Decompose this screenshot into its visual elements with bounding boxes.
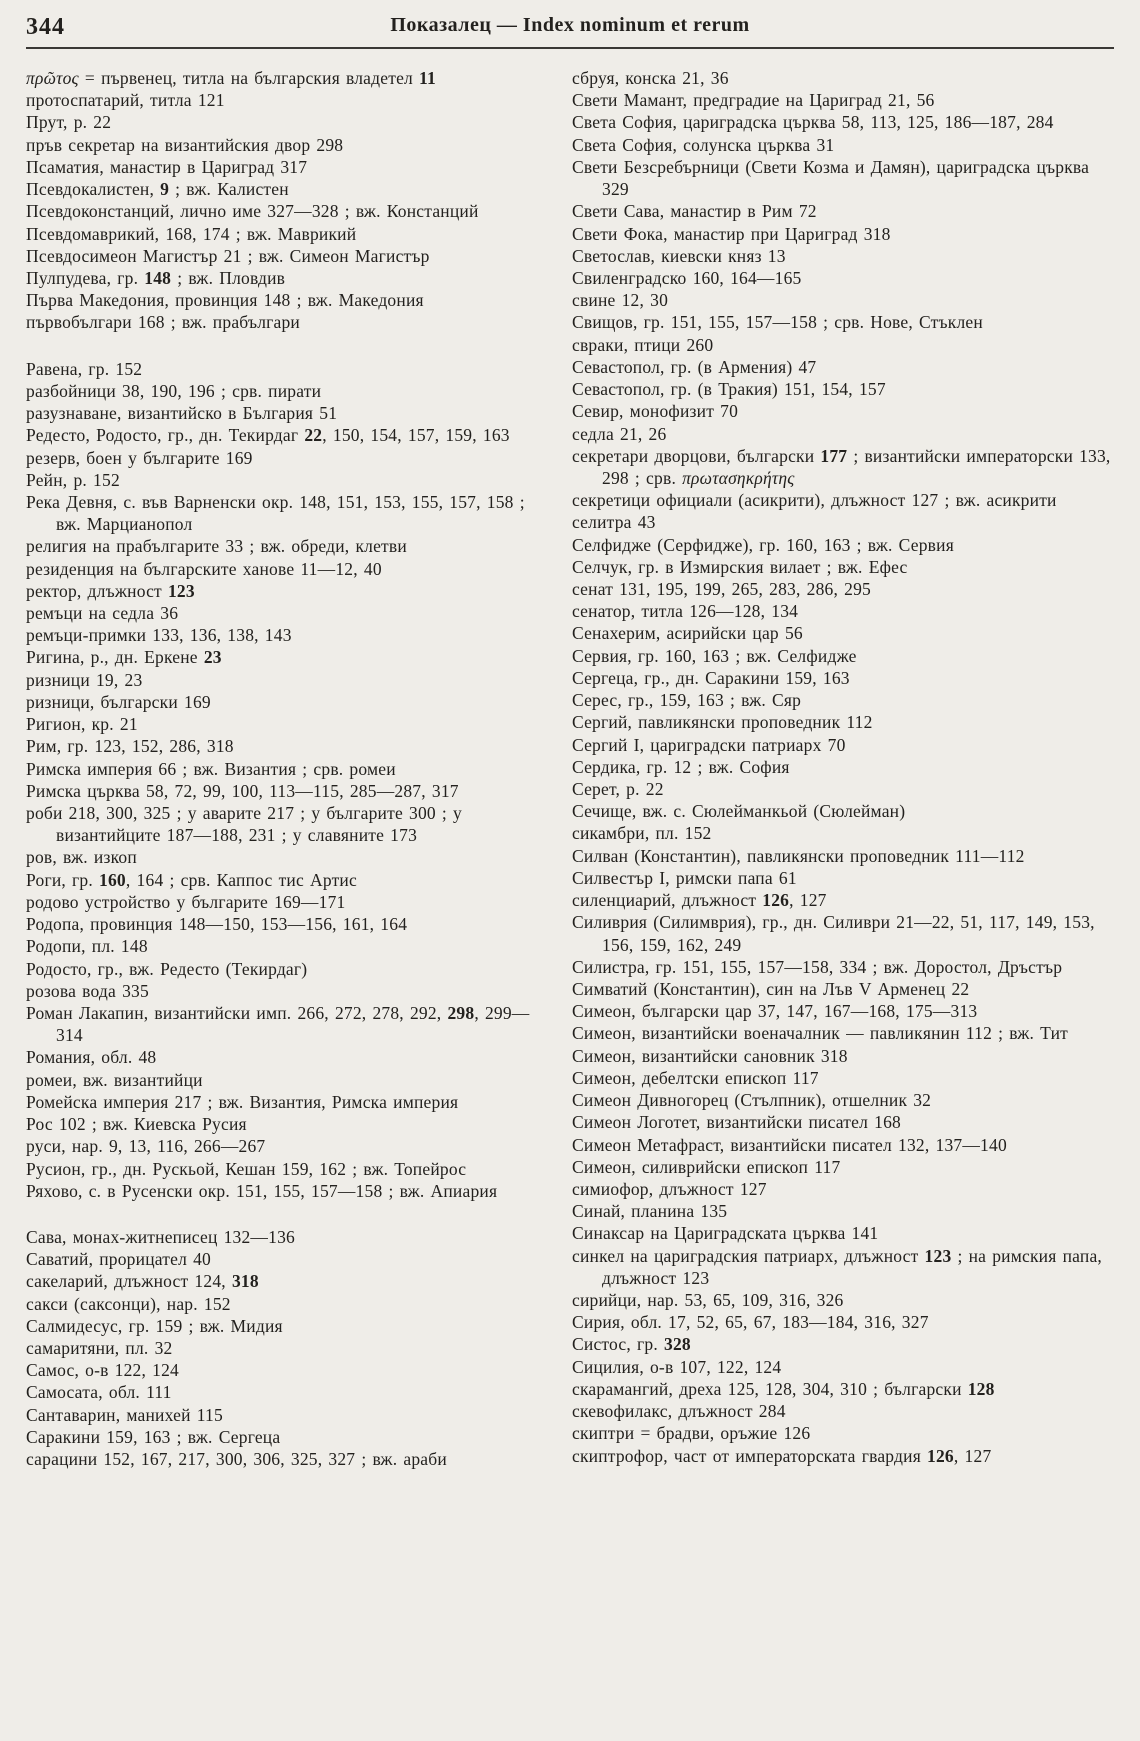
index-entry: сикамбри, пл. 152: [572, 823, 712, 844]
index-entry: Рос 102 ; вж. Киевска Русия: [26, 1114, 247, 1135]
index-entry: селитра 43: [572, 512, 656, 533]
index-entry: Свети Фока, манастир при Цариград 318: [572, 223, 891, 244]
index-entry: Река Девня, с. във Варненски окр. 148, 151, 153, 155, 157, 158 ; вж. Марцианопол: [26, 491, 525, 535]
index-entry: Псевдоконстанций, лично име 327—328 ; вж. Констанций: [26, 201, 479, 222]
index-entry: ров, вж. изкоп: [26, 847, 137, 868]
index-entry: свраки, птици 260: [572, 334, 714, 355]
index-entry: Свети Сава, манастир в Рим 72: [572, 201, 817, 222]
index-entry: Сицилия, о-в 107, 122, 124: [572, 1356, 782, 1377]
index-entry: розова вода 335: [26, 980, 149, 1001]
index-entry: Симеон, византийски военачалник — павликянин 112 ; вж. Тит: [572, 1023, 1069, 1044]
index-entry: Симеон Дивногорец (Стълпник), отшелник 32: [572, 1090, 932, 1111]
index-entry: Систос, гр. 328: [572, 1334, 691, 1355]
index-entry: Севастопол, гр. (в Армения) 47: [572, 356, 817, 377]
index-group: [26, 358, 546, 1202]
index-entry: Свети Безсребърници (Свети Козма и Дамян), цариградска църква 329: [572, 156, 1090, 200]
index-entry: Симеон Метафраст, византийски писател 132, 137—140: [572, 1134, 1007, 1155]
index-entry: Селфидже (Серфидже), гр. 160, 163 ; вж. Сервия: [572, 534, 954, 555]
index-entry: сенат 131, 195, 199, 265, 283, 286, 295: [572, 579, 872, 600]
index-entry: протоспатарий, титла 121: [26, 90, 225, 111]
page-number: 344: [26, 14, 65, 40]
index-entry: Ригион, кр. 21: [26, 714, 138, 735]
index-entry: самаритяни, пл. 32: [26, 1338, 173, 1359]
index-entry: секретици официали (асикрити), длъжност 127 ; вж. асикрити: [572, 490, 1057, 511]
index-entry: пръв секретар на византийския двор 298: [26, 134, 344, 155]
index-entry: религия на прабългарите 33 ; вж. обреди, клетви: [26, 536, 407, 557]
index-entry: първобългари 168 ; вж. прабългари: [26, 312, 300, 333]
index-entry: Първа Македония, провинция 148 ; вж. Македония: [26, 290, 424, 311]
index-entry: Симеон, силиврийски епископ 117: [572, 1156, 841, 1177]
index-entry: Псевдосимеон Магистър 21 ; вж. Симеон Магистър: [26, 245, 430, 266]
index-group: [26, 67, 546, 334]
index-entry: Сергеца, гр., дн. Саракини 159, 163: [572, 667, 850, 688]
page-title: Показалец — Index nominum et rerum: [390, 14, 750, 36]
index-entry: секретари дворцови, български 177 ; византийски императорски 133, 298 ; срв. πρωτασηκρήτης: [572, 445, 1111, 488]
index-entry: Родопи, пл. 148: [26, 936, 148, 957]
index-entry: родово устройство у българите 169—171: [26, 891, 346, 912]
index-entry: силенциарий, длъжност 126, 127: [572, 890, 827, 911]
index-entry: скиптрофор, част от императорската гвардия 126, 127: [572, 1445, 992, 1466]
index-entry: Сава, монах-житнеписец 132—136: [26, 1226, 295, 1247]
index-entry: Силвестър I, римски папа 61: [572, 867, 797, 888]
index-entry: сарацини 152, 167, 217, 300, 306, 325, 327 ; вж. араби: [26, 1449, 447, 1470]
index-entry: Саватий, прорицател 40: [26, 1249, 211, 1270]
index-entry: симиофор, длъжност 127: [572, 1178, 767, 1199]
index-entry: скевофилакс, длъжност 284: [572, 1401, 786, 1422]
index-entry: сакеларий, длъжност 124, 318: [26, 1271, 259, 1292]
index-entry: разузнаване, византийско в България 51: [26, 403, 338, 424]
index-entry: резиденция на българските ханове 11—12, 40: [26, 558, 382, 579]
index-entry: Севастопол, гр. (в Тракия) 151, 154, 157: [572, 379, 886, 400]
index-entry: Света София, цариградска църква 58, 113, 125, 186—187, 284: [572, 112, 1054, 133]
index-entry: Редесто, Родосто, гр., дн. Текирдаг 22, 150, 154, 157, 159, 163: [26, 425, 510, 446]
index-entry: сакси (саксонци), нар. 152: [26, 1293, 231, 1314]
index-entry: Серет, р. 22: [572, 779, 664, 799]
index-entry: Света София, солунска църква 31: [572, 134, 835, 155]
index-entry: Силистра, гр. 151, 155, 157—158, 334 ; вж. Доростол, Дръстър: [572, 956, 1063, 977]
index-group: [26, 1226, 546, 1470]
index-entry: Симеон Логотет, византийски писател 168: [572, 1112, 901, 1133]
index-entry: Сервия, гр. 160, 163 ; вж. Селфидже: [572, 645, 857, 666]
index-entry: Родосто, гр., вж. Редесто (Текирдаг): [26, 958, 308, 979]
index-entry: сенатор, титла 126—128, 134: [572, 601, 799, 622]
index-entry: синкел на цариградския патриарх, длъжност 123 ; на римския папа, длъжност 123: [572, 1245, 1102, 1288]
index-entry: Салмидесус, гр. 159 ; вж. Мидия: [26, 1315, 283, 1336]
index-entry: Псевдокалистен, 9 ; вж. Калистен: [26, 179, 289, 200]
index-columns: [26, 67, 1114, 1470]
index-entry: Сердика, гр. 12 ; вж. София: [572, 756, 790, 777]
index-column-left: [26, 67, 546, 1470]
index-entry: Рейн, р. 152: [26, 469, 120, 490]
index-entry: Синаксар на Цариградската църква 141: [572, 1223, 879, 1244]
index-entry: резерв, боен у българите 169: [26, 447, 253, 468]
index-entry: ремъци на седла 36: [26, 603, 179, 624]
index-column-right: [572, 67, 1114, 1470]
index-entry: Симеон, дебелтски епископ 117: [572, 1067, 819, 1088]
index-group: [572, 67, 1114, 1467]
index-entry: ризници 19, 23: [26, 669, 143, 690]
index-entry: скарамангий, дреха 125, 128, 304, 310 ; български 128: [572, 1378, 995, 1399]
index-entry: πρῶτος = първенец, титла на българския владетел 11: [26, 68, 436, 88]
index-entry: сирийци, нар. 53, 65, 109, 316, 326: [572, 1290, 844, 1311]
index-entry: Ромейска империя 217 ; вж. Византия, Римска империя: [26, 1091, 459, 1112]
index-entry: Симеон, български цар 37, 147, 167—168, 175—313: [572, 1001, 978, 1022]
page-header: [26, 14, 1114, 49]
index-entry: Саракини 159, 163 ; вж. Сергеца: [26, 1426, 281, 1447]
index-entry: Симеон, византийски сановник 318: [572, 1045, 848, 1066]
index-entry: Сантаварин, манихей 115: [26, 1404, 223, 1425]
index-entry: разбойници 38, 190, 196 ; срв. пирати: [26, 380, 322, 401]
index-entry: седла 21, 26: [572, 423, 667, 444]
index-entry: Роги, гр. 160, 164 ; срв. Каппос тис Артис: [26, 869, 357, 890]
index-entry: Прут, р. 22: [26, 112, 112, 133]
index-entry: руси, нар. 9, 13, 116, 266—267: [26, 1136, 266, 1157]
index-entry: Синай, планина 135: [572, 1201, 728, 1222]
index-entry: Ряхово, с. в Русенски окр. 151, 155, 157—158 ; вж. Апиария: [26, 1180, 498, 1201]
index-entry: ризници, български 169: [26, 691, 211, 712]
index-entry: ремъци-примки 133, 136, 138, 143: [26, 625, 292, 646]
index-entry: скиптри = брадви, оръжие 126: [572, 1423, 811, 1444]
index-entry: Свиленградско 160, 164—165: [572, 267, 802, 288]
index-entry: Сечище, вж. с. Сюлейманкьой (Сюлейман): [572, 801, 906, 822]
index-entry: Романия, обл. 48: [26, 1047, 157, 1068]
index-entry: ректор, длъжност 123: [26, 580, 195, 601]
index-entry: Русион, гр., дн. Рускьой, Кешан 159, 162 ; вж. Топейрос: [26, 1158, 467, 1179]
index-entry: Сергий I, цариградски патриарх 70: [572, 734, 846, 755]
index-entry: Селчук, гр. в Измирския вилает ; вж. Ефес: [572, 556, 908, 577]
index-entry: Пулпудева, гр. 148 ; вж. Пловдив: [26, 267, 286, 288]
index-entry: Светослав, киевски княз 13: [572, 245, 786, 266]
index-entry: роби 218, 300, 325 ; у аварите 217 ; у българите 300 ; у византийците 187—188, 231 ; у славяните 173: [26, 803, 463, 846]
index-entry: Равена, гр. 152: [26, 358, 143, 379]
index-entry: Родопа, провинция 148—150, 153—156, 161, 164: [26, 914, 408, 935]
index-entry: Свищов, гр. 151, 155, 157—158 ; срв. Нове, Стъклен: [572, 312, 983, 333]
index-entry: Серес, гр., 159, 163 ; вж. Сяр: [572, 690, 802, 711]
index-entry: Силван (Константин), павликянски проповедник 111—112: [572, 845, 1025, 866]
index-entry: Свети Мамант, предградие на Цариград 21, 56: [572, 90, 935, 111]
index-entry: Севир, монофизит 70: [572, 401, 739, 422]
index-entry: сбруя, конска 21, 36: [572, 68, 729, 88]
index-entry: Сергий, павликянски проповедник 112: [572, 712, 873, 733]
index-entry: Псевдомаврикий, 168, 174 ; вж. Маврикий: [26, 223, 357, 244]
index-entry: Роман Лакапин, византийски имп. 266, 272, 278, 292, 298, 299—314: [26, 1002, 530, 1046]
index-entry: Самос, о-в 122, 124: [26, 1360, 179, 1381]
index-entry: Римска империя 66 ; вж. Византия ; срв. ромеи: [26, 758, 396, 779]
index-entry: Римска църква 58, 72, 99, 100, 113—115, 285—287, 317: [26, 780, 459, 801]
index-entry: Силиврия (Силимврия), гр., дн. Силиври 21—22, 51, 117, 149, 153, 156, 159, 162, 249: [572, 912, 1095, 955]
index-entry: Псаматия, манастир в Цариград 317: [26, 156, 308, 177]
index-entry: Симватий (Константин), син на Лъв V Арменец 22: [572, 978, 970, 999]
index-entry: ромеи, вж. византийци: [26, 1069, 203, 1090]
index-entry: Самосата, обл. 111: [26, 1382, 172, 1403]
index-entry: Ригина, р., дн. Еркене 23: [26, 647, 222, 668]
index-entry: свине 12, 30: [572, 290, 669, 311]
index-entry: Сирия, обл. 17, 52, 65, 67, 183—184, 316, 327: [572, 1312, 929, 1333]
index-entry: Сенахерим, асирийски цар 56: [572, 623, 803, 644]
index-entry: Рим, гр. 123, 152, 286, 318: [26, 736, 234, 757]
